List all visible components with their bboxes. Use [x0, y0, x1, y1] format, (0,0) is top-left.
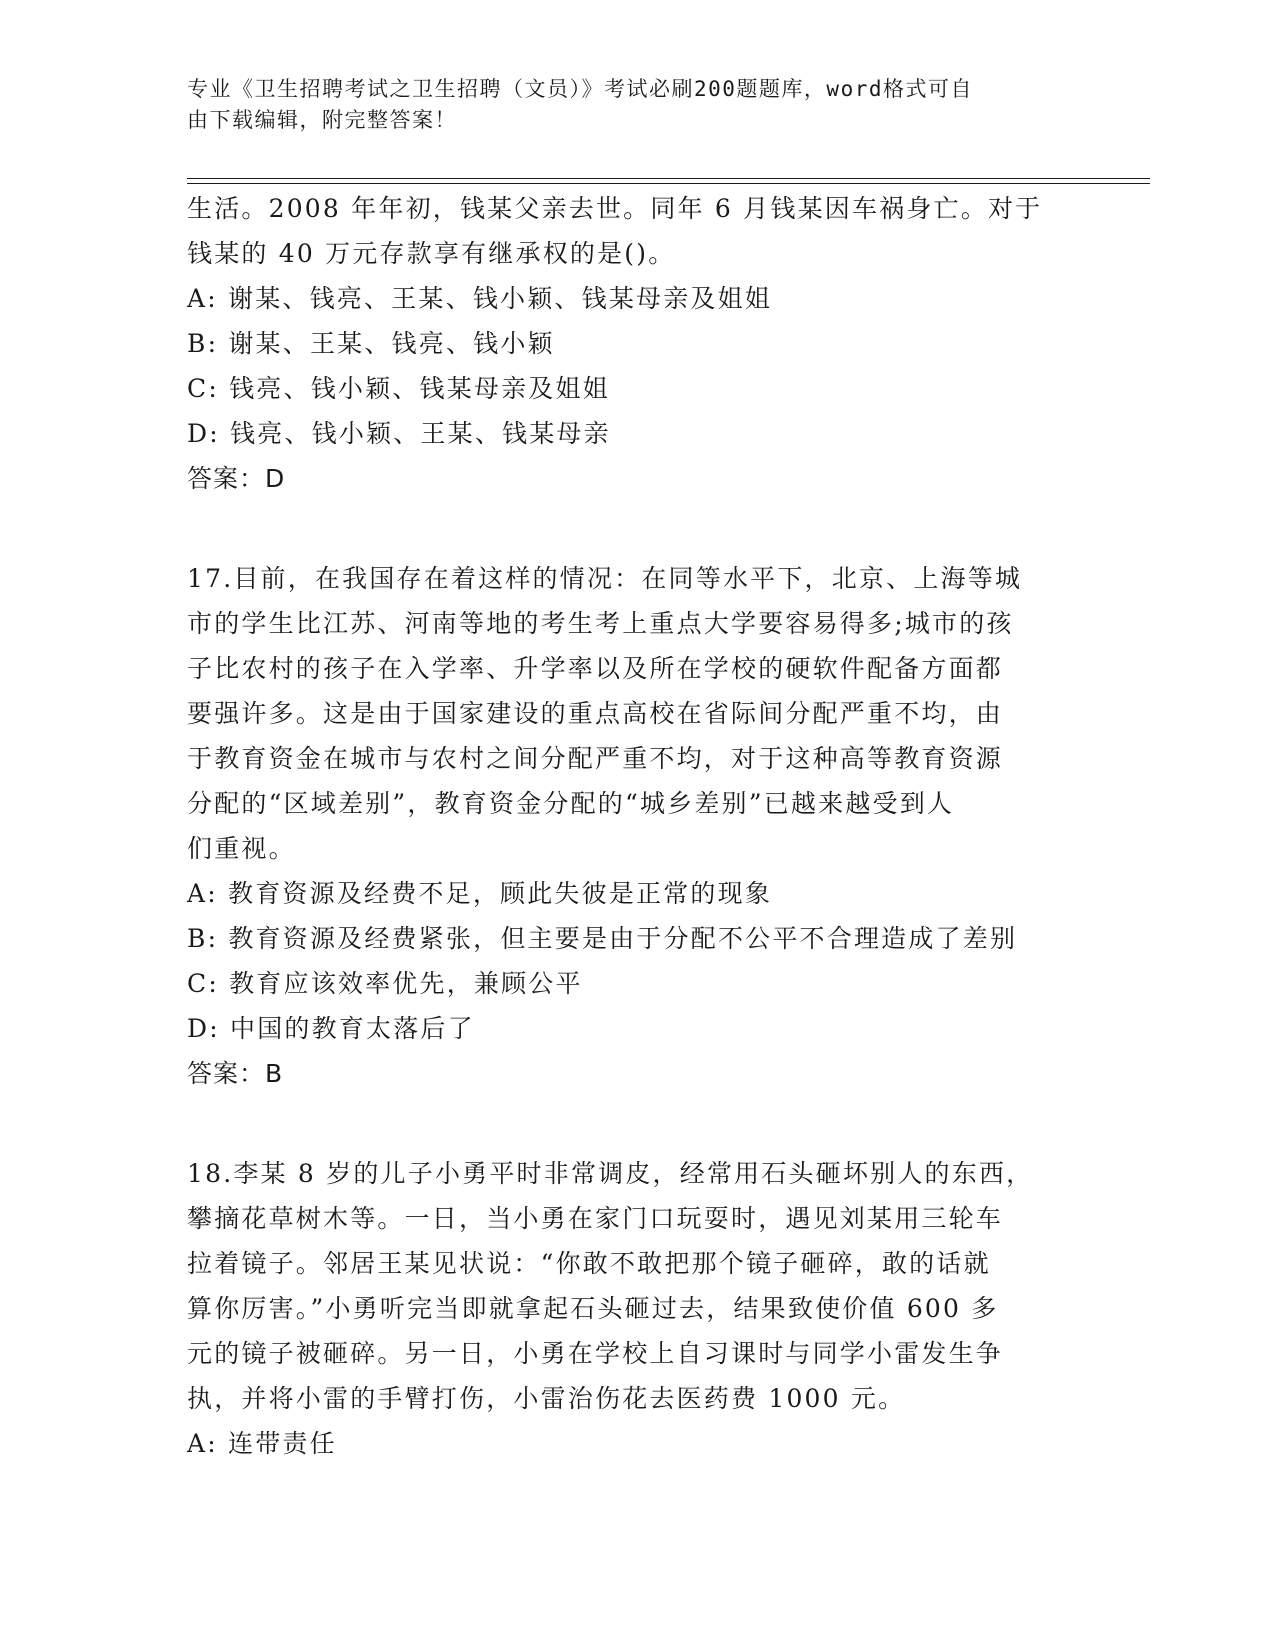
question-stem-line: 市的学生比江苏、河南等地的考生考上重点大学要容易得多;城市的孩	[187, 609, 1014, 638]
option-c: C: 教育应该效率优先，兼顾公平	[187, 969, 583, 998]
question-stem-line: 们重视。	[187, 834, 296, 863]
question-stem-line: 钱某的 40 万元存款享有继承权的是()。	[187, 239, 676, 268]
document-header	[187, 74, 1067, 136]
question-stem-line: 于教育资金在城市与农村之间分配严重不均，对于这种高等教育资源	[187, 744, 1004, 773]
spacer	[187, 501, 1087, 556]
question-stem-line: 分配的“区域差别”，教育资金分配的“城乡差别”已越来越受到人	[187, 789, 955, 818]
option-a: A: 教育资源及经费不足，顾此失彼是正常的现象	[187, 879, 773, 908]
question-stem-line: 18.李某 8 岁的儿子小勇平时非常调皮，经常用石头砸坏别人的东西，	[187, 1159, 1034, 1188]
header-divider-bottom	[187, 183, 1150, 184]
answer-line: 答案：D	[187, 464, 286, 493]
header-divider-top	[187, 178, 1150, 179]
spacer	[187, 1096, 1087, 1151]
question-17	[187, 556, 1087, 1096]
question-stem-line: 执，并将小雷的手臂打伤，小雷治伤花去医药费 1000 元。	[187, 1384, 906, 1413]
header-line-2: 由下载编辑，附完整答案！	[187, 108, 457, 132]
answer-line: 答案：B	[187, 1059, 284, 1088]
question-16	[187, 186, 1087, 501]
option-b: B: 教育资源及经费紧张，但主要是由于分配不公平不合理造成了差别	[187, 924, 1018, 953]
question-stem-line: 子比农村的孩子在入学率、升学率以及所在学校的硬软件配备方面都	[187, 654, 1004, 683]
question-stem-line: 拉着镜子。邻居王某见状说：“你敢不敢把那个镜子砸碎，敢的话就	[187, 1249, 991, 1278]
question-18	[187, 1151, 1087, 1466]
option-d: D: 钱亮、钱小颖、王某、钱某母亲	[187, 419, 611, 448]
header-line-1: 专业《卫生招聘考试之卫生招聘（文员）》考试必刷200题题库，word格式可自	[187, 77, 973, 101]
option-a: A: 谢某、钱亮、王某、钱小颖、钱某母亲及姐姐	[187, 284, 773, 313]
option-c: C: 钱亮、钱小颖、钱某母亲及姐姐	[187, 374, 610, 403]
question-stem-line: 17.目前，在我国存在着这样的情况：在同等水平下，北京、上海等城	[187, 564, 1023, 593]
question-stem-line: 攀摘花草树木等。一日，当小勇在家门口玩耍时，遇见刘某用三轮车	[187, 1204, 1004, 1233]
option-b: B: 谢某、王某、钱亮、钱小颖	[187, 329, 555, 358]
question-stem-line: 算你厉害。”小勇听完当即就拿起石头砸过去，结果致使价值 600 多	[187, 1294, 999, 1323]
option-a: A: 连带责任	[187, 1429, 337, 1458]
option-d: D: 中国的教育太落后了	[187, 1014, 475, 1043]
question-stem-line: 生活。2008 年年初，钱某父亲去世。同年 6 月钱某因车祸身亡。对于	[187, 194, 1043, 223]
document-body	[187, 186, 1087, 1466]
question-stem-line: 要强许多。这是由于国家建设的重点高校在省际间分配严重不均，由	[187, 699, 1004, 728]
question-stem-line: 元的镜子被砸碎。另一日，小勇在学校上自习课时与同学小雷发生争	[187, 1339, 1004, 1368]
